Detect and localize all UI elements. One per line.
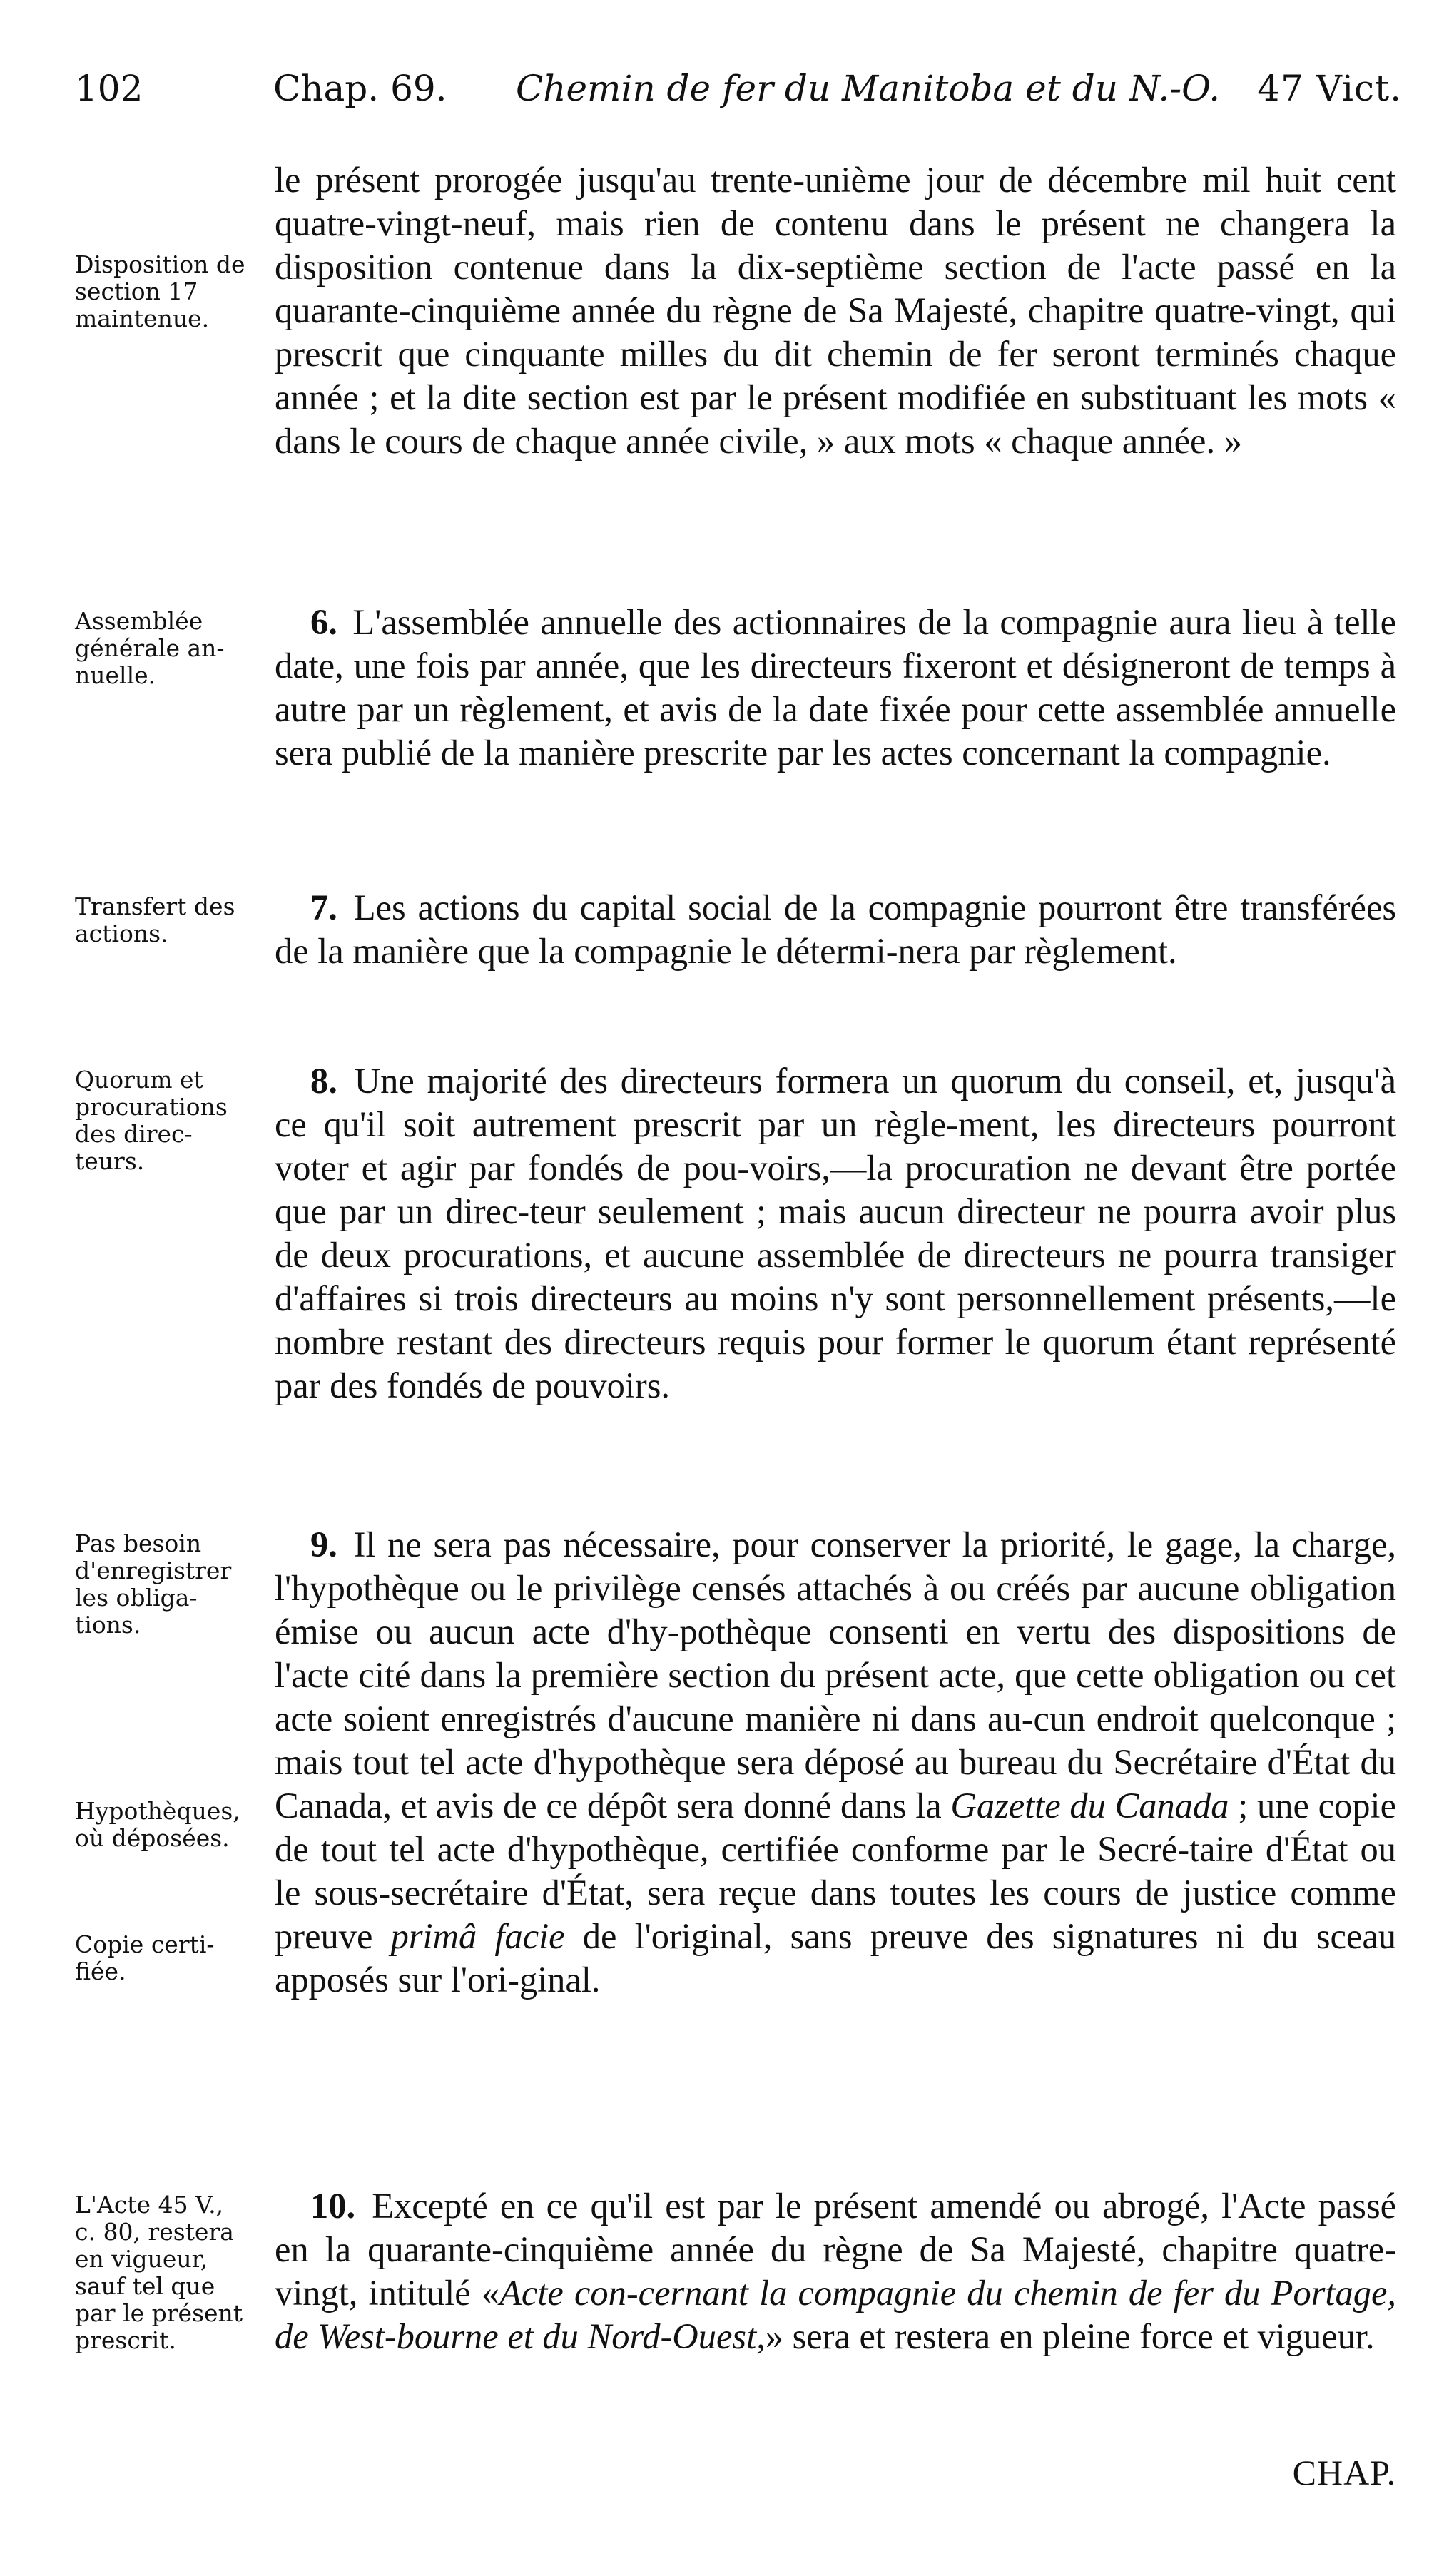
act-title: Chemin de fer du Manitoba et du N.-O. [516,68,1221,109]
section-6 [275,601,1396,775]
section-number: 8. [310,1061,337,1101]
margin-note-transfert: Transfert des actions. [75,892,235,947]
section-number: 10. [310,2186,356,2226]
chapter-label: Chap. 69. [273,68,447,109]
act-citation: Acte con-cernant la compagnie du chemin de fer du Portage, de West-bourne et du Nord-Ouest, [275,2273,1396,2356]
regnal-year: 47 Vict. [1257,68,1402,109]
section-9 [275,1523,1396,2002]
section-text: Excepté en ce qu'il est par le présent amendé ou abrogé, l'Acte passé en la quarante-cinquième année du règne de Sa Majesté, chapitre quatre-vingt, intitulé « [275,2186,1397,2313]
running-header [75,68,1402,125]
page-number: 102 [75,68,143,109]
section-7 [275,886,1396,973]
section-text: L'assemblée annuelle des actionnaires de la compagnie aura lieu à telle date, une fois par année, que les directeurs fixeront et désigneront de temps à autre par un règlement, et avis de la date fixée pour cette assemblée annuelle sera publié de la manière prescrite par les actes concernant la compagnie. [275,602,1397,773]
section-text: Une majorité des directeurs formera un quorum du conseil, et, jusqu'à ce qu'il soit autrement prescrit par un règle-ment, les directeurs pourront voter et agir par fondés de pou-voirs,—la procuration ne devant être portée que par un direc-teur seulement ; mais aucun directeur ne pourra avoir plus de deux procurations, et aucune assemblée de directeurs ne pourra transiger d'affaires si trois directeurs au moins n'y sont personnellement présents,—le nombre restant des directeurs requis pour former le quorum étant représenté par des fondés de pouvoirs. [275,1061,1396,1405]
paragraph-continuation [275,158,1396,463]
paragraph-text: le présent prorogée jusqu'au trente-unième jour de décembre mil huit cent quatre-vingt-neuf, mais rien de contenu dans le présent ne changera la disposition contenue dans la dix-septième section de l'acte passé en la quarante-cinquième année du règne de Sa Majesté, chapitre quatre-vingt, qui prescrit que cinquante milles du dit chemin de fer seront terminés chaque année ; et la dite section est par le présent modifiée en substituant les mots « dans le cours de chaque année civile, » aux mots « chaque année. » [275,160,1396,461]
section-text: » sera et restera en pleine force et vigueur. [765,2316,1375,2356]
section-number: 7. [310,887,337,927]
section-text: de l'original, sans preuve des signatures ni du sceau apposés sur l'ori-ginal. [275,1916,1397,2000]
section-10 [275,2184,1396,2358]
margin-note-quorum: Quorum et procurations des direc- teurs. [75,1066,228,1175]
margin-note-section-17: Disposition de section 17 maintenue. [75,250,245,332]
section-number: 9. [310,1524,337,1564]
section-text: Il ne sera pas nécessaire, pour conserver la priorité, le gage, la charge, l'hypothèque ou le privilège censés attachés à ou créés par aucune obligation émise ou aucun acte d'hy-pothèque consenti en vertu des dispositions de l'acte cité dans la première section du présent acte, que cette obligation ou cet acte soient enregistrés d'aucune manière ni dans au-cun endroit quelconque ; mais tout tel acte d'hypothèque sera déposé au bureau du Secrétaire d'État du Canada, et avis de ce dépôt sera donné dans la [275,1524,1397,1826]
margin-note-hypotheques: Hypothèques, où déposées. [75,1797,240,1852]
catchword: CHAP. [1292,2453,1396,2493]
margin-note-acte-45: L'Acte 45 V., c. 80, restera en vigueur, sauf tel que par le présent prescrit. [75,2191,243,2354]
gazette-title: Gazette du Canada [950,1786,1229,1826]
margin-note-copie: Copie certi- fiée. [75,1930,215,1985]
margin-note-assemblee: Assemblée générale an- nuelle. [75,607,225,689]
section-number: 6. [310,602,337,642]
section-text: Les actions du capital social de la compagnie pourront être transférées de la manière que la compagnie le détermi-nera par règlement. [275,887,1397,971]
margin-note-pas-besoin: Pas besoin d'enregistrer les obliga- tions. [75,1529,232,1639]
section-text: ; une copie de tout tel acte d'hypothèque, certifiée conforme par le Secré-taire d'État ou le sous-secrétaire d'État, sera reçue dans toutes les cours de justice comme preuve [275,1786,1396,1956]
latin-phrase: primâ facie [390,1916,565,1956]
section-8 [275,1059,1396,1407]
